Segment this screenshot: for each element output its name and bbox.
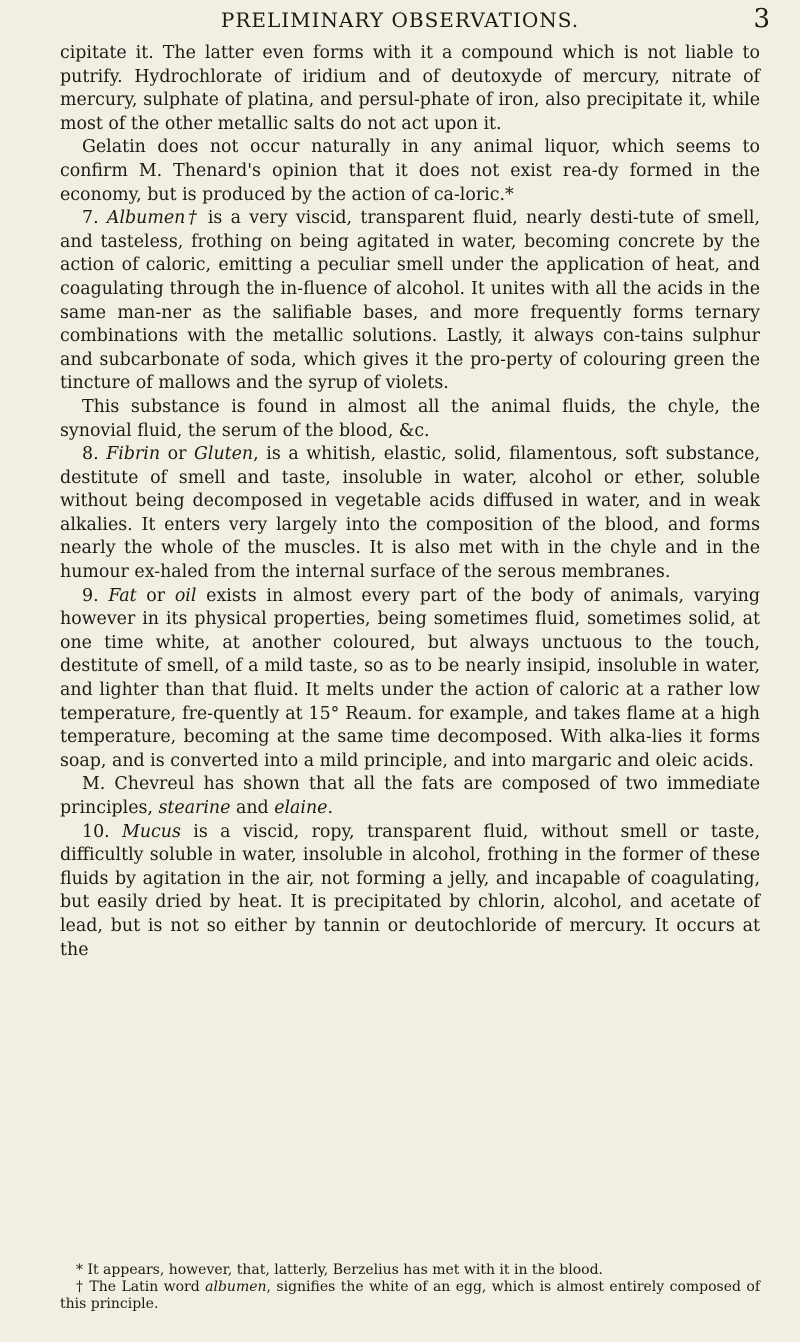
paragraph-mucus: 10. Mucus is a viscid, ropy, transparent fluid, without smell or taste, difficultly soluble in water, insoluble in alcohol, frothing in the former of these fluids by agitation in the air, not forming a jelly, and incapable of coagulating, but easily dried by heat. It is precipitated by chlorin, alcohol, and acetate of lead, but is not so either by tannin or deutochloride of mercury. It occurs at the	[60, 821, 760, 960]
term-fibrin: Fibrin	[106, 444, 161, 465]
term-elaine: elaine	[274, 798, 328, 818]
page-header	[0, 4, 800, 38]
paragraph-precipitate: cipitate it. The latter even forms with it a compound which is not liable to putrify. Hydrochlorate of iridium and of deutoxyde of mercury, nitrate of mercury, sulphate of platina, and persul-phate of iron, also precipitate it, while most of the other metallic salts do not act upon it.	[60, 43, 760, 134]
paragraph-albumen: 7. Albumen† is a very viscid, transparent fluid, nearly desti-tute of smell, and tasteless, frothing on being agitated in water, becoming concrete by the action of caloric, emitting a peculiar smell under the application of heat, and coagulating through the in-fluence of alcohol. It unites with all the acids in the same man-ner as the salifiable bases, and more frequently forms ternary combinations with the metallic solutions. Lastly, it always con-tains sulphur and subcarbonate of soda, which gives it the pro-perty of colouring green the tincture of mallows and the syrup of violets.	[60, 208, 760, 394]
term-stearine: stearine	[158, 798, 231, 818]
term-gluten: Gluten	[194, 444, 254, 465]
term-oil: oil	[174, 585, 197, 606]
paragraph-fibrin: 8. Fibrin or Gluten, is a whitish, elastic, solid, filamentous, soft substance, destitute of smell and taste, insoluble in water, alcohol or ether, soluble without being decomposed in vegetable acids diffused in water, and in weak alkalies. It enters very largely into the composition of the blood, and forms nearly the whole of the muscles. It is also met with in the chyle and in the humour ex-haled from the internal surface of the serous membranes.	[60, 444, 760, 583]
page-number: 3	[753, 4, 770, 34]
paragraph-albumen-occurrence: This substance is found in almost all the animal fluids, the chyle, the synovial fluid, the serum of the blood, &c.	[60, 396, 760, 441]
paragraph-gelatin: Gelatin does not occur naturally in any animal liquor, which seems to confirm M. Thenard's opinion that it does not exist rea-dy formed in the economy, but is produced by the action of ca-loric.*	[60, 137, 760, 205]
term-albumen-latin: albumen	[205, 1279, 267, 1295]
footnote-albumen: † The Latin word albumen, signifies the white of an egg, which is almost entirely composed of this principle.	[60, 1279, 760, 1312]
term-albumen: Albumen†	[106, 208, 200, 229]
running-head: PRELIMINARY OBSERVATIONS.	[220, 8, 580, 32]
footnote-berzelius: * It appears, however, that, latterly, Berzelius has met with it in the blood.	[76, 1262, 604, 1278]
body-text	[60, 42, 760, 962]
footnotes	[60, 1262, 760, 1313]
term-fat: Fat	[108, 585, 137, 606]
term-mucus: Mucus	[122, 821, 181, 842]
paragraph-fat: 9. Fat or oil exists in almost every part of the body of animals, varying however in its physical properties, being sometimes fluid, sometimes solid, at one time white, at another coloured, but always unctuous to the touch, destitute of smell, of a mild taste, so as to be nearly insipid, insoluble in water, and lighter than that fluid. It melts under the action of caloric at a rather low temperature, fre-quently at 15° Reaum. for example, and takes flame at a high temperature, becoming at the same time decomposed. With alka-lies it forms soap, and is converted into a mild principle, and into margaric and oleic acids.	[60, 585, 760, 771]
paragraph-chevreul: M. Chevreul has shown that all the fats are composed of two immediate principles, stearine and elaine.	[60, 774, 760, 818]
